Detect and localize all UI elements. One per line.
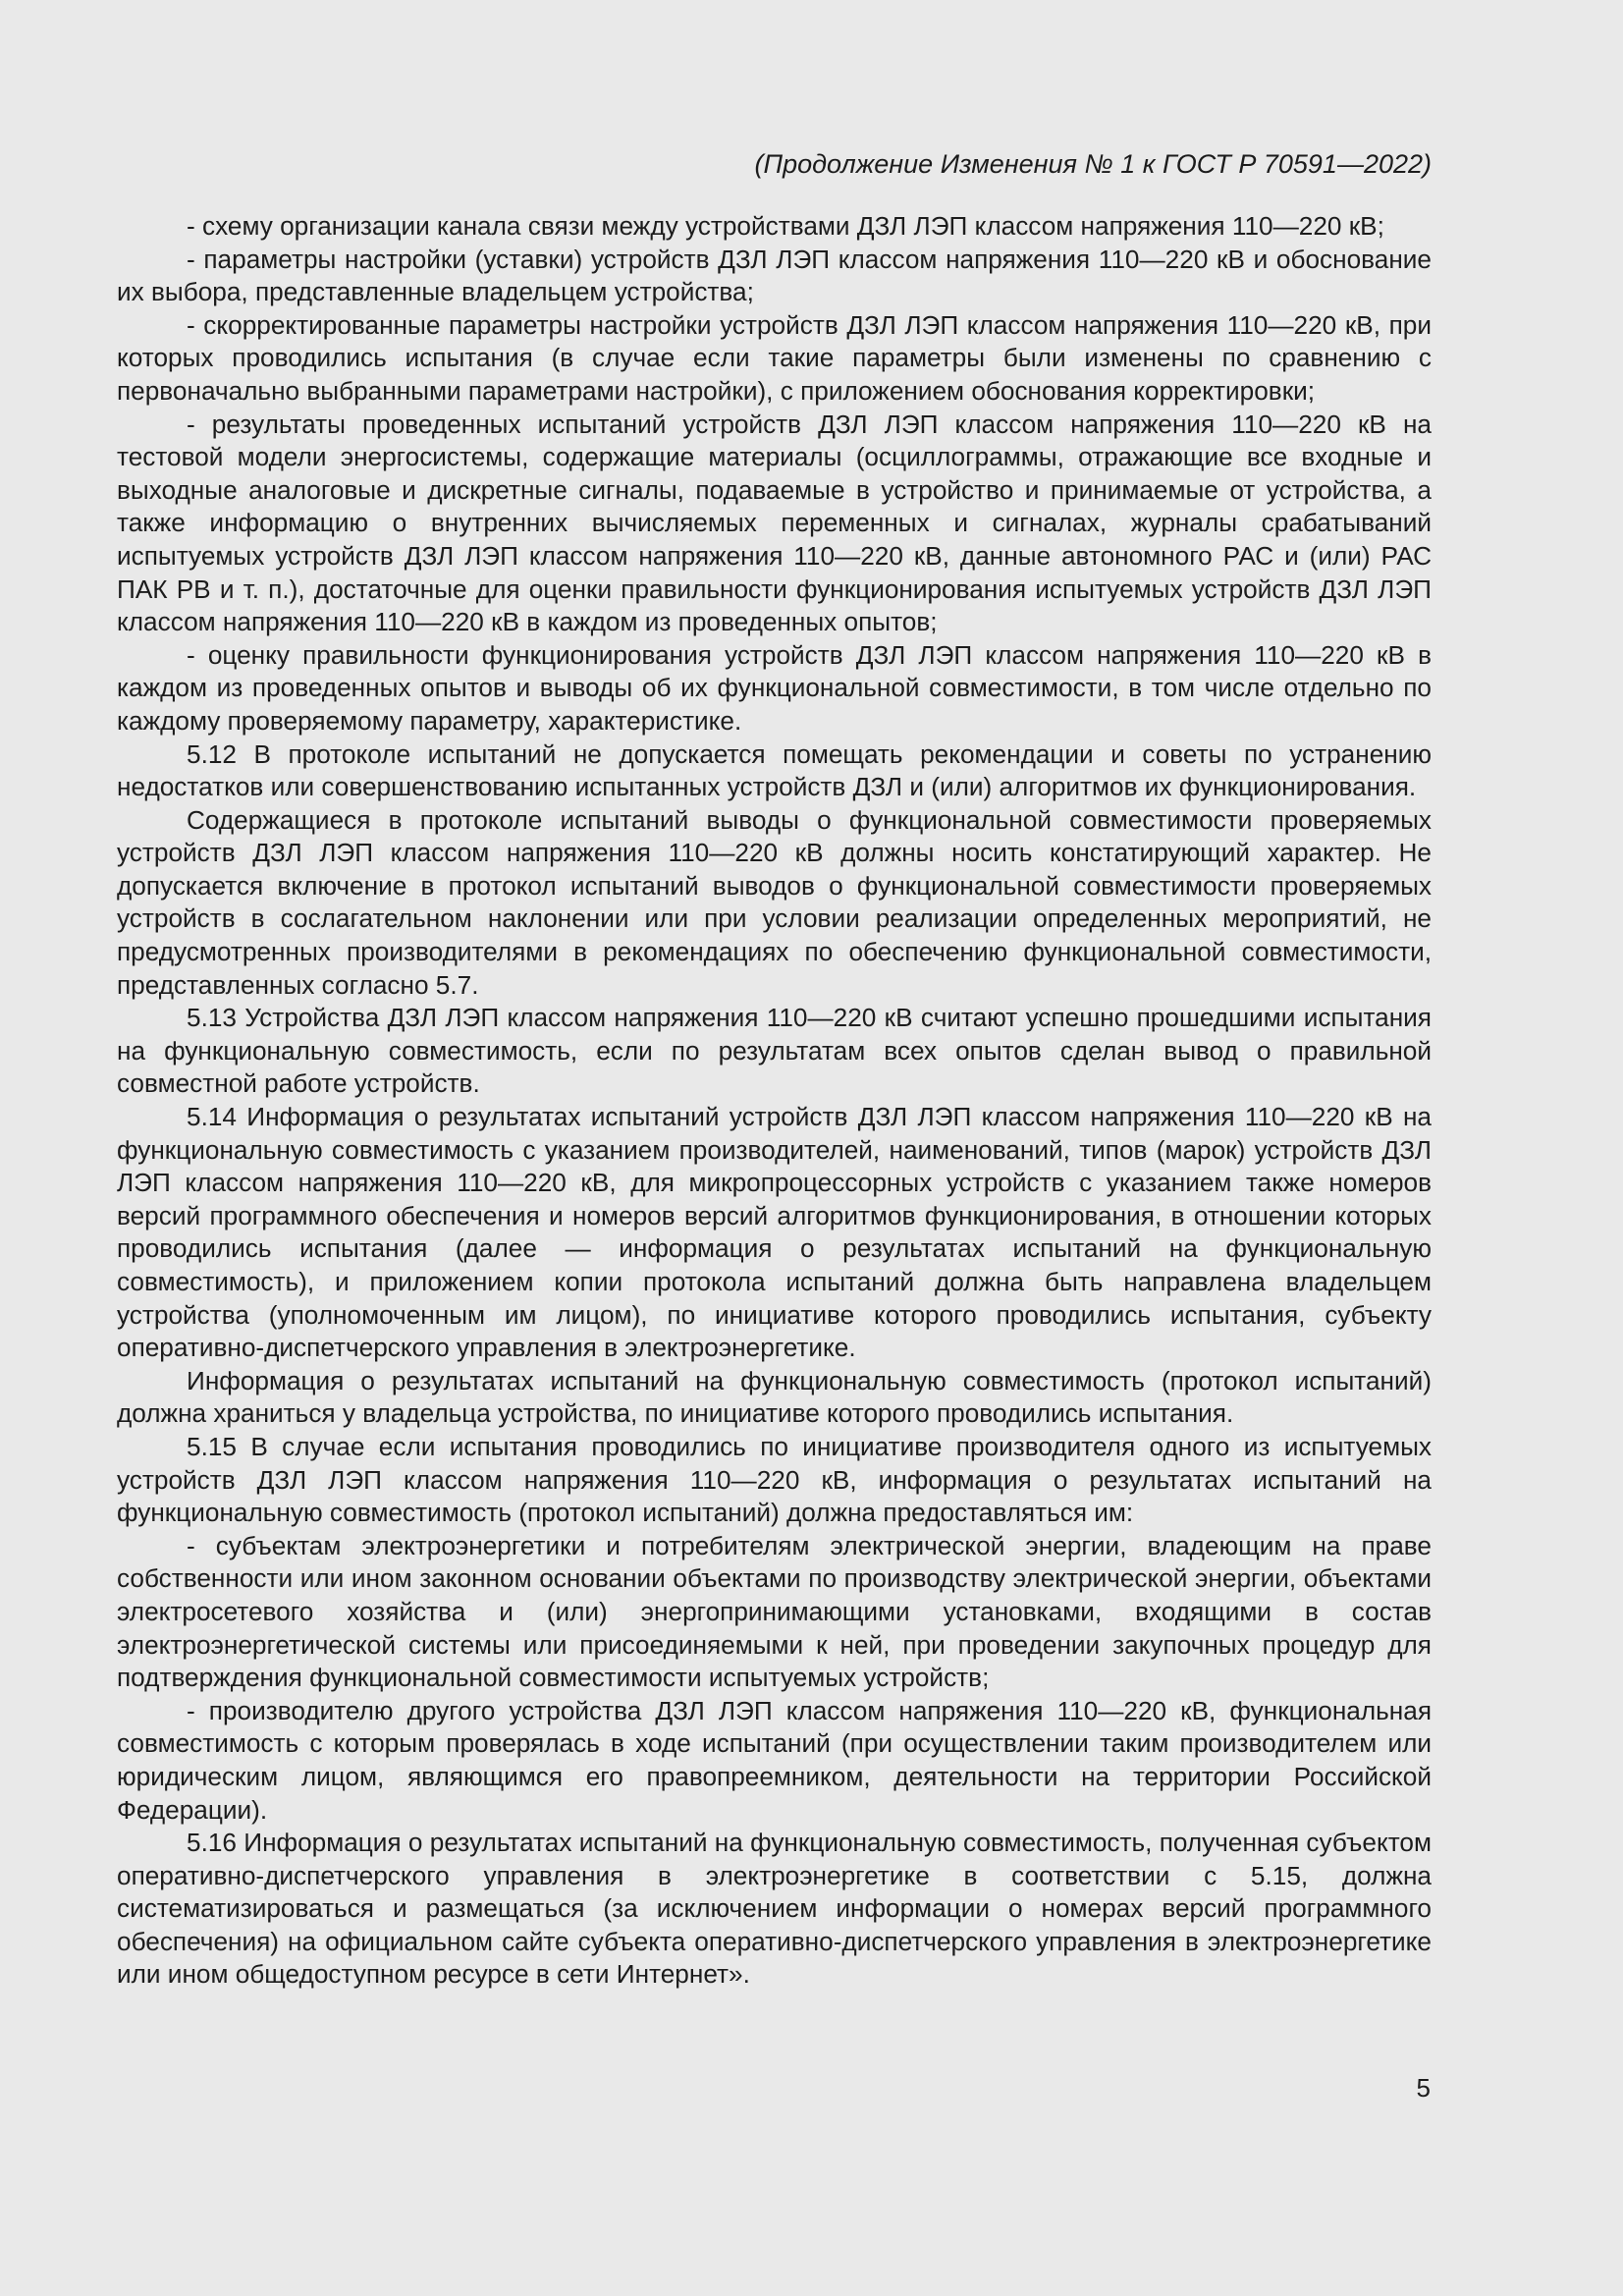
clause-5-12: 5.12 В протоколе испытаний не допускается помещать рекомендации и советы по устранению недостатков или совершенствованию испытанных устройств ДЗЛ и (или) алгоритмов их функционирования. bbox=[117, 738, 1432, 802]
clause-5-12-conclusions: Содержащиеся в протоколе испытаний выводы о функциональной совместимости проверяемых устройств ДЗЛ ЛЭП классом напряжения 110—220 кВ должны носить констатирующий характер. Не допускается включение в протокол испытаний выводов о функциональной совместимости проверяемых устройств в сослагательном наклонении или при условии реализации определенных мероприятий, не предусмотренных производителями в рекомендациях по обеспечению функциональной совместимости, представленных согласно 5.7. bbox=[117, 804, 1432, 1000]
page-number: 5 bbox=[1416, 2073, 1431, 2103]
list-item-other-manufacturer: - производителю другого устройства ДЗЛ ЛЭП классом напряжения 110—220 кВ, функциональная совместимость с которым проверялась в ходе испытаний (при осуществлении таким производителем или юридическим лицом, являющимся его правопреемником, деятельности на территории Российской Федерации). bbox=[117, 1695, 1432, 1825]
clause-5-15: 5.15 В случае если испытания проводились по инициативе производителя одного из испытуемых устройств ДЗЛ ЛЭП классом напряжения 110—220 кВ, информация о результатах испытаний на функциональную совместимость (протокол испытаний) должна предоставляться им: bbox=[117, 1431, 1432, 1528]
clause-5-13: 5.13 Устройства ДЗЛ ЛЭП классом напряжения 110—220 кВ считают успешно прошедшими испытания на функциональную совместимость, если по результатам всех опытов сделан вывод о правильной совместной работе устройств. bbox=[117, 1003, 1432, 1099]
list-item-functioning-assessment: - оценку правильности функционирования устройств ДЗЛ ЛЭП классом напряжения 110—220 кВ в каждом из проведенных опытов и выводы об их функциональной совместимости, в том числе отдельно по каждому проверяемому параметру, характеристике. bbox=[117, 639, 1432, 736]
list-item-energy-subjects: - субъектам электроэнергетики и потребителям электрической энергии, владеющим на праве собственности или ином законном основании объектами по производству электрической энергии, объектами электросетевого хозяйства и (или) энергопринимающими установками, входящими в состав электроэнергетической системы или присоединяемыми к ней, при проведении закупочных процедур для подтверждения функциональной совместимости испытуемых устройств; bbox=[117, 1530, 1432, 1693]
running-header: (Продолжение Изменения № 1 к ГОСТ Р 70591—2022) bbox=[754, 149, 1432, 179]
list-item-corrected-parameters: - скорректированные параметры настройки устройств ДЗЛ ЛЭП классом напряжения 110—220 кВ, при которых проводились испытания (в случае если такие параметры были изменены по сравнению с первоначально выбранными параметрами настройки), с приложением обоснования корректировки; bbox=[117, 309, 1432, 406]
clause-5-14: 5.14 Информация о результатах испытаний устройств ДЗЛ ЛЭП классом напряжения 110—220 кВ на функциональную совместимость с указанием производителей, наименований, типов (марок) устройств ДЗЛ ЛЭП классом напряжения 110—220 кВ, для микропроцессорных устройств с указанием также номеров версий программного обеспечения и номеров версий алгоритмов функционирования, в отношении которых проводились испытания (далее — информация о результатах испытаний на функциональную совместимость), и приложением копии протокола испытаний должна быть направлена владельцем устройства (уполномоченным им лицом), по инициативе которого проводились испытания, субъекту оперативно-диспетчерского управления в электроэнергетике. bbox=[117, 1102, 1432, 1363]
list-item-test-results: - результаты проведенных испытаний устройств ДЗЛ ЛЭП классом напряжения 110—220 кВ на тестовой модели энергосистемы, содержащие материалы (осциллограммы, отражающие все входные и выходные аналоговые и дискретные сигналы, подаваемые в устройство и принимаемые от устройства, а также информацию о внутренних вычисляемых переменных и сигналах, журналы срабатываний испытуемых устройств ДЗЛ ЛЭП классом напряжения 110—220 кВ, данные автономного РАС и (или) РАС ПАК РВ и т. п.), достаточные для оценки правильности функционирования испытуемых устройств ДЗЛ ЛЭП классом напряжения 110—220 кВ в каждом из проведенных опытов; bbox=[117, 409, 1432, 637]
clause-5-14-storage: Информация о результатах испытаний на функциональную совместимость (протокол испытаний) должна храниться у владельца устройства, по инициативе которого проводились испытания. bbox=[117, 1365, 1432, 1429]
list-item-settings-parameters: - параметры настройки (уставки) устройств ДЗЛ ЛЭП классом напряжения 110—220 кВ и обоснование их выбора, представленные владельцем устройства; bbox=[117, 244, 1432, 307]
document-body bbox=[117, 210, 1432, 1992]
list-item-communication-scheme: - схему организации канала связи между устройствами ДЗЛ ЛЭП классом напряжения 110—220 кВ; bbox=[187, 211, 1384, 241]
clause-5-16: 5.16 Информация о результатах испытаний на функциональную совместимость, полученная субъектом оперативно-диспетчерского управления в электроэнергетике в соответствии с 5.15, должна систематизироваться и размещаться (за исключением информации о номерах версий программного обеспечения) на официальном сайте субъекта оперативно-диспетчерского управления в электроэнергетике или ином общедоступном ресурсе в сети Интернет». bbox=[117, 1828, 1432, 1990]
